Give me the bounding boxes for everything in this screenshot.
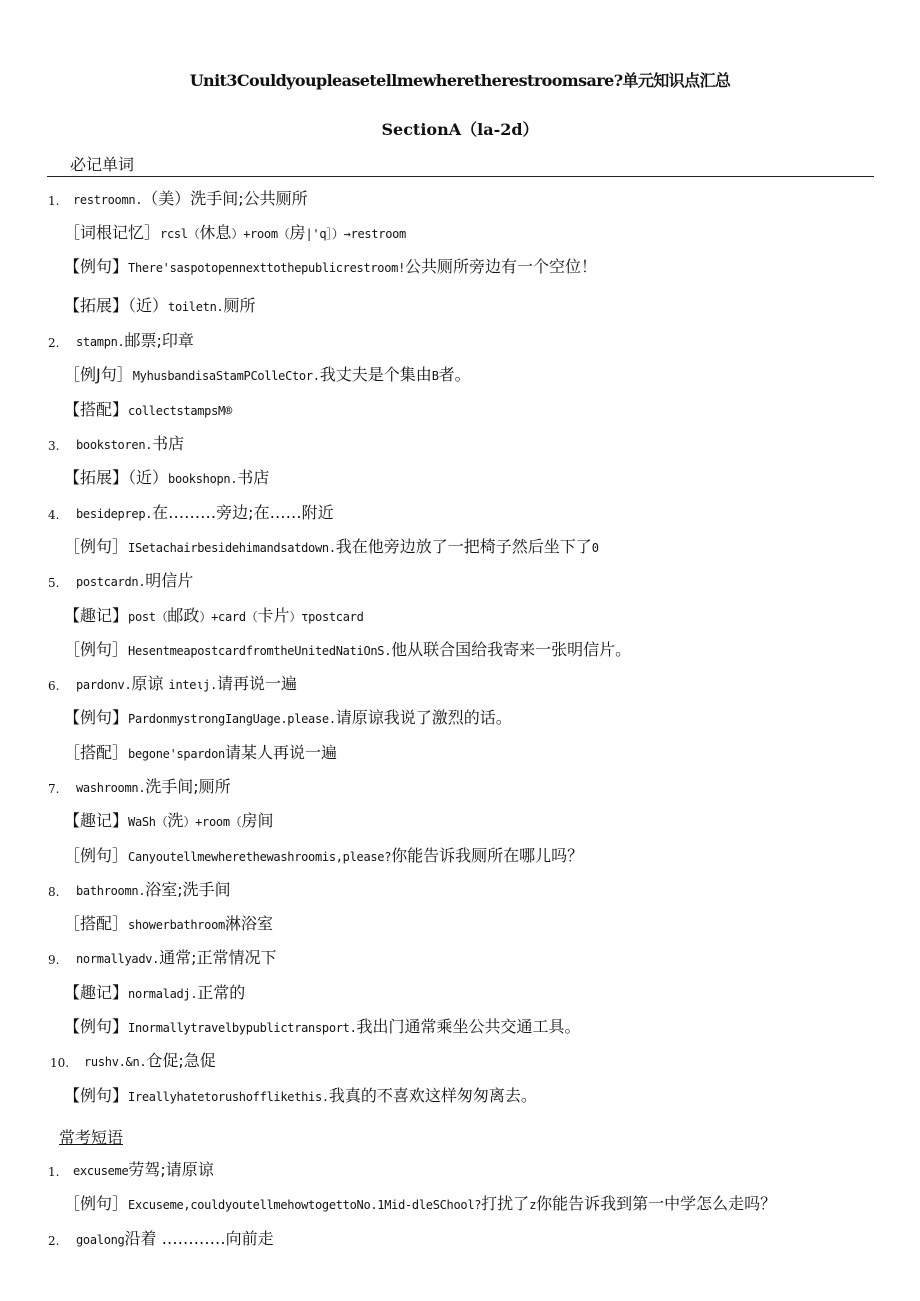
vocab-heading: 必记单词 <box>70 155 135 174</box>
entry-number: 5. <box>48 576 60 590</box>
note-tag: ［例句］ <box>64 640 129 659</box>
note-tag: ［例句］ <box>64 846 129 865</box>
example-translation: 他从联合国给我寄来一张明信片。 <box>391 640 632 659</box>
entry-word: bookstoren. <box>76 438 153 452</box>
note-text: showerbathroom <box>128 918 225 932</box>
note-text: 房间 <box>241 811 274 830</box>
entry-meaning: 仓促;急促 <box>146 1051 216 1070</box>
entry-meaning: （美）洗手间;公共厕所 <box>142 189 308 208</box>
note-text: 正常的 <box>197 983 246 1002</box>
example-sentence: Inormallytravelbypublictransport. <box>128 1021 357 1035</box>
entry-meaning: 通常;正常情况下 <box>159 948 277 967</box>
entry-number: 2. <box>48 1234 60 1248</box>
note-text: 淋浴室 <box>224 914 273 933</box>
entry-number: 4. <box>48 508 60 522</box>
note-text: ）+room（ <box>183 815 242 829</box>
note-text: 书店 <box>237 468 270 487</box>
example-sentence: Canyoutellmewherethewashroomis,please? <box>128 850 392 864</box>
example-translation: 我出门通常乘坐公共交通工具。 <box>356 1017 581 1036</box>
note-text: （近） <box>128 296 169 315</box>
example-translation: B <box>431 369 439 383</box>
note-tag: ［词根记忆］ <box>64 223 161 242</box>
note-text: ）+card（ <box>199 610 258 624</box>
entry-word: rushv.&n. <box>84 1055 147 1069</box>
example-translation: z <box>529 1198 537 1212</box>
note-text: WaSh（ <box>128 815 168 829</box>
example-translation: 者。 <box>438 365 471 384</box>
note-tag: 【拓展】 <box>64 296 129 315</box>
note-tag: 【趣记】 <box>64 811 129 830</box>
example-sentence: MyhusbandisaStamPColleCtor. <box>132 369 320 383</box>
heading-rule <box>47 176 874 177</box>
example-translation: 公共厕所旁边有一个空位！ <box>405 257 598 276</box>
document-title: Unit3Couldyoupleasetellmewheretherestroomsare?单元知识点汇总 <box>189 71 731 90</box>
entry-meaning: 原谅 <box>131 674 164 693</box>
example-sentence: Ireallyhatetorushofflikethis. <box>128 1090 329 1104</box>
note-text: （近） <box>128 468 169 487</box>
phrase-text: excuseme <box>73 1164 129 1178</box>
entry-number: 7. <box>48 782 60 796</box>
phrase-meaning: 沿着 …………向前走 <box>124 1229 274 1248</box>
note-text: 休息 <box>199 223 232 242</box>
note-tag: ［例句］ <box>64 537 129 556</box>
note-text: 邮政 <box>167 606 200 625</box>
entry-number: 9. <box>48 953 60 967</box>
entry-word: washroomn. <box>76 781 146 795</box>
note-tag: ［例句］ <box>64 1194 129 1213</box>
entry-number: 2. <box>48 336 60 350</box>
entry-number: 1. <box>48 1165 60 1179</box>
entry-word: normallyadv. <box>76 952 160 966</box>
note-tag: ［搭配］ <box>64 914 129 933</box>
example-translation: 我在他旁边放了一把椅子然后坐下了 <box>335 537 592 556</box>
entry-meaning: 浴室;洗手间 <box>145 880 231 899</box>
entry-meaning: 邮票;印章 <box>124 331 194 350</box>
entry-meaning: 洗手间;厕所 <box>145 777 231 796</box>
note-text: normaladj. <box>128 987 198 1001</box>
example-translation: 0 <box>591 541 599 555</box>
example-translation: 我真的不喜欢这样匆匆离去。 <box>328 1086 537 1105</box>
note-tag: 【例句】 <box>64 1017 129 1036</box>
note-text: 厕所 <box>223 296 256 315</box>
entry-word: inteιj. <box>168 678 217 692</box>
entry-number: 6. <box>48 679 60 693</box>
example-translation: 打扰了 <box>481 1194 530 1213</box>
note-tag: 【例句】 <box>64 1086 129 1105</box>
entry-word: besideprep. <box>76 507 153 521</box>
note-tag: 【例句】 <box>64 257 129 276</box>
example-sentence: Excuseme,couldyoutellmehowtogettoNo.1Mid-dleSChool? <box>128 1198 482 1212</box>
entry-meaning: 书店 <box>152 434 185 453</box>
note-text: bookshopn. <box>168 472 238 486</box>
note-tag: ［搭配］ <box>64 743 129 762</box>
note-text: collectstampsM® <box>128 404 232 418</box>
entry-number: 1. <box>48 194 60 208</box>
note-text: 请某人再说一遍 <box>224 743 337 762</box>
note-tag: 【趣记】 <box>64 983 129 1002</box>
example-translation: 你能告诉我到第一中学怎么走吗？ <box>536 1194 777 1213</box>
note-tag: 【搭配】 <box>64 400 129 419</box>
entry-meaning: 请再说一遍 <box>217 674 298 693</box>
example-translation: 我丈夫是个集由 <box>319 365 432 384</box>
entry-word: bathroomn. <box>76 884 146 898</box>
note-tag: ［例J句］ <box>64 365 133 384</box>
example-translation: 你能告诉我厕所在哪儿吗？ <box>391 846 584 865</box>
entry-meaning: 在………旁边;在……附近 <box>152 503 334 522</box>
phrases-heading: 常考短语 <box>59 1128 124 1147</box>
example-translation: 请原谅我说了激烈的话。 <box>335 708 512 727</box>
note-tag: 【拓展】 <box>64 468 129 487</box>
entry-number: 10. <box>50 1056 70 1070</box>
note-text: |'q］）→restroom <box>305 227 406 241</box>
section-subtitle: SectionA（la-2d） <box>381 120 539 139</box>
entry-word: restroomn. <box>73 193 143 207</box>
note-text: toiletn. <box>168 300 224 314</box>
note-text: 卡片 <box>257 606 290 625</box>
example-sentence: HesentmeapostcardfromtheUnitedNatiOnS. <box>128 644 392 658</box>
entry-word: pardonv. <box>76 678 132 692</box>
note-text: post（ <box>128 610 168 624</box>
note-text: ）τpostcard <box>289 610 364 624</box>
example-sentence: ISetachairbesidehimandsatdown. <box>128 541 336 555</box>
entry-number: 3. <box>48 439 60 453</box>
note-text: rcsl（ <box>160 227 200 241</box>
entry-word: stampn. <box>76 335 125 349</box>
entry-number: 8. <box>48 885 60 899</box>
example-sentence: There'saspotopennexttothepublicrestroom! <box>128 261 406 275</box>
note-text: begone'spardon <box>128 747 225 761</box>
note-text: ）+room（ <box>231 227 290 241</box>
example-sentence: PardonmystrongIangUage.please. <box>128 712 336 726</box>
note-tag: 【趣记】 <box>64 606 129 625</box>
note-text: 房 <box>289 223 306 242</box>
phrase-meaning: 劳驾;请原谅 <box>128 1160 214 1179</box>
entry-meaning: 明信片 <box>145 571 194 590</box>
entry-word: postcardn. <box>76 575 146 589</box>
note-text: 洗 <box>167 811 184 830</box>
note-tag: 【例句】 <box>64 708 129 727</box>
phrase-text: goalong <box>76 1233 125 1247</box>
